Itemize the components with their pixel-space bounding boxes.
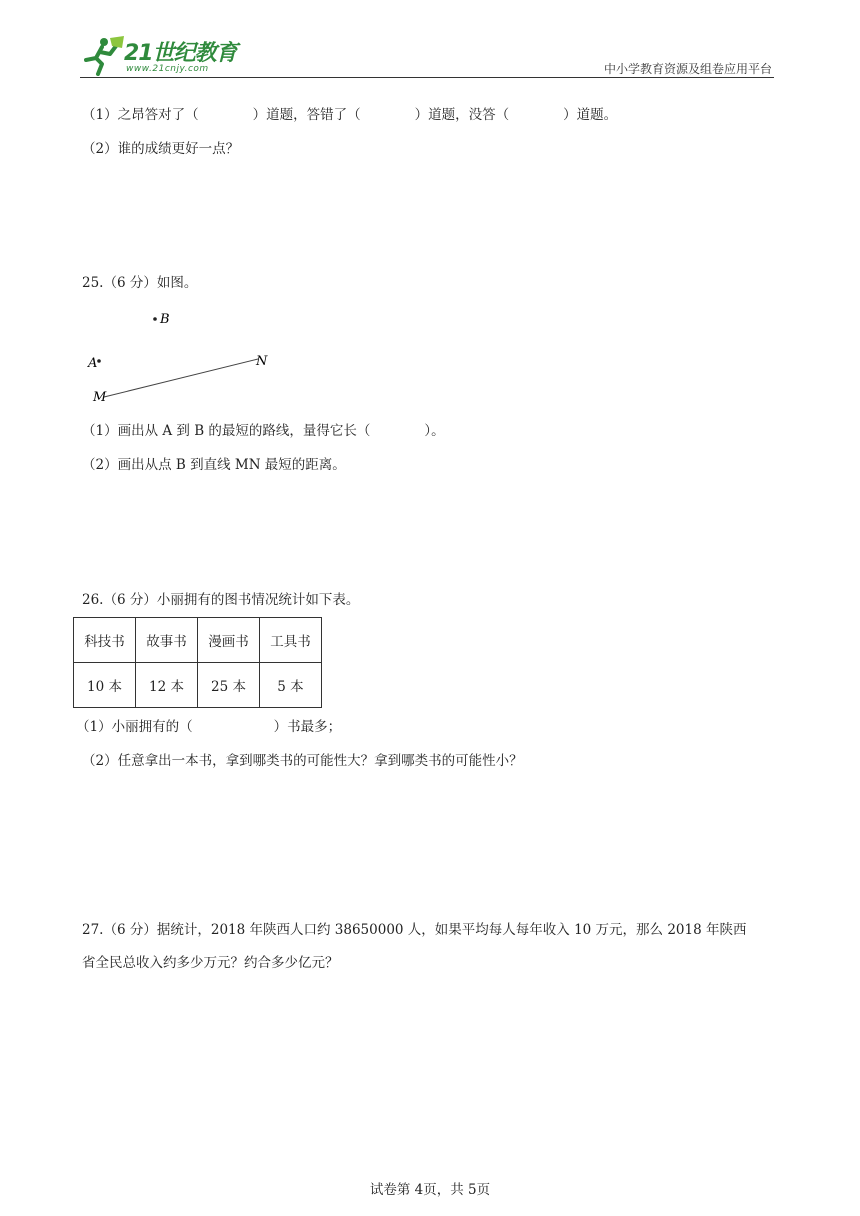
point-b-dot <box>153 317 157 321</box>
platform-name: 中小学教育资源及组卷应用平台 <box>603 62 772 76</box>
logo-url: www.21cnjy.com <box>126 64 209 74</box>
point-a-label: A <box>88 356 98 371</box>
line-mn <box>104 359 258 397</box>
point-n-label: N <box>256 354 268 369</box>
runner-logo-icon <box>80 34 126 76</box>
header-divider <box>80 77 774 78</box>
table-header-cell: 科技书 <box>74 618 136 663</box>
point-m-label: M <box>93 390 107 405</box>
q26-sub1: （1）小丽拥有的（ ）书最多； <box>76 719 342 735</box>
q27-line1: 27.（6 分）据统计，2018 年陕西人口约 38650000 人，如果平均每人每年收入 10 万元，那么 2018 年陕西 <box>82 922 747 938</box>
q25-sub1: （1）画出从 A 到 B 的最短的路线，量得它长（ ）。 <box>82 423 445 439</box>
table-header-cell: 故事书 <box>136 618 198 663</box>
point-b-label: B <box>160 312 170 327</box>
book-table <box>73 617 322 708</box>
table-cell: 12 本 <box>136 663 198 708</box>
q25-figure <box>80 305 280 410</box>
table-row <box>74 663 322 708</box>
table-cell: 25 本 <box>198 663 260 708</box>
q25-sub2: （2）画出从点 B 到直线 MN 最短的距离。 <box>82 457 346 473</box>
page-number: 试卷第 4页，共 5页 <box>369 1182 491 1198</box>
q27-line2: 省全民总收入约多少万元？约合多少亿元？ <box>82 955 339 971</box>
table-header-cell: 漫画书 <box>198 618 260 663</box>
table-cell: 5 本 <box>260 663 322 708</box>
q24-sub2: （2）谁的成绩更好一点？ <box>82 141 240 157</box>
logo-text: 21世纪教育 <box>124 41 237 66</box>
table-cell: 10 本 <box>74 663 136 708</box>
q26-title: 26.（6 分）小丽拥有的图书情况统计如下表。 <box>82 592 360 608</box>
table-header-row <box>74 618 322 663</box>
q26-sub2: （2）任意拿出一本书，拿到哪类书的可能性大？拿到哪类书的可能性小？ <box>82 753 523 769</box>
point-a-dot <box>97 359 101 363</box>
q24-sub1: （1）之昂答对了（ ）道题，答错了（ ）道题，没答（ ）道题。 <box>82 107 618 123</box>
site-logo <box>80 34 270 76</box>
q25-title: 25.（6 分）如图。 <box>82 275 198 291</box>
table-header-cell: 工具书 <box>260 618 322 663</box>
